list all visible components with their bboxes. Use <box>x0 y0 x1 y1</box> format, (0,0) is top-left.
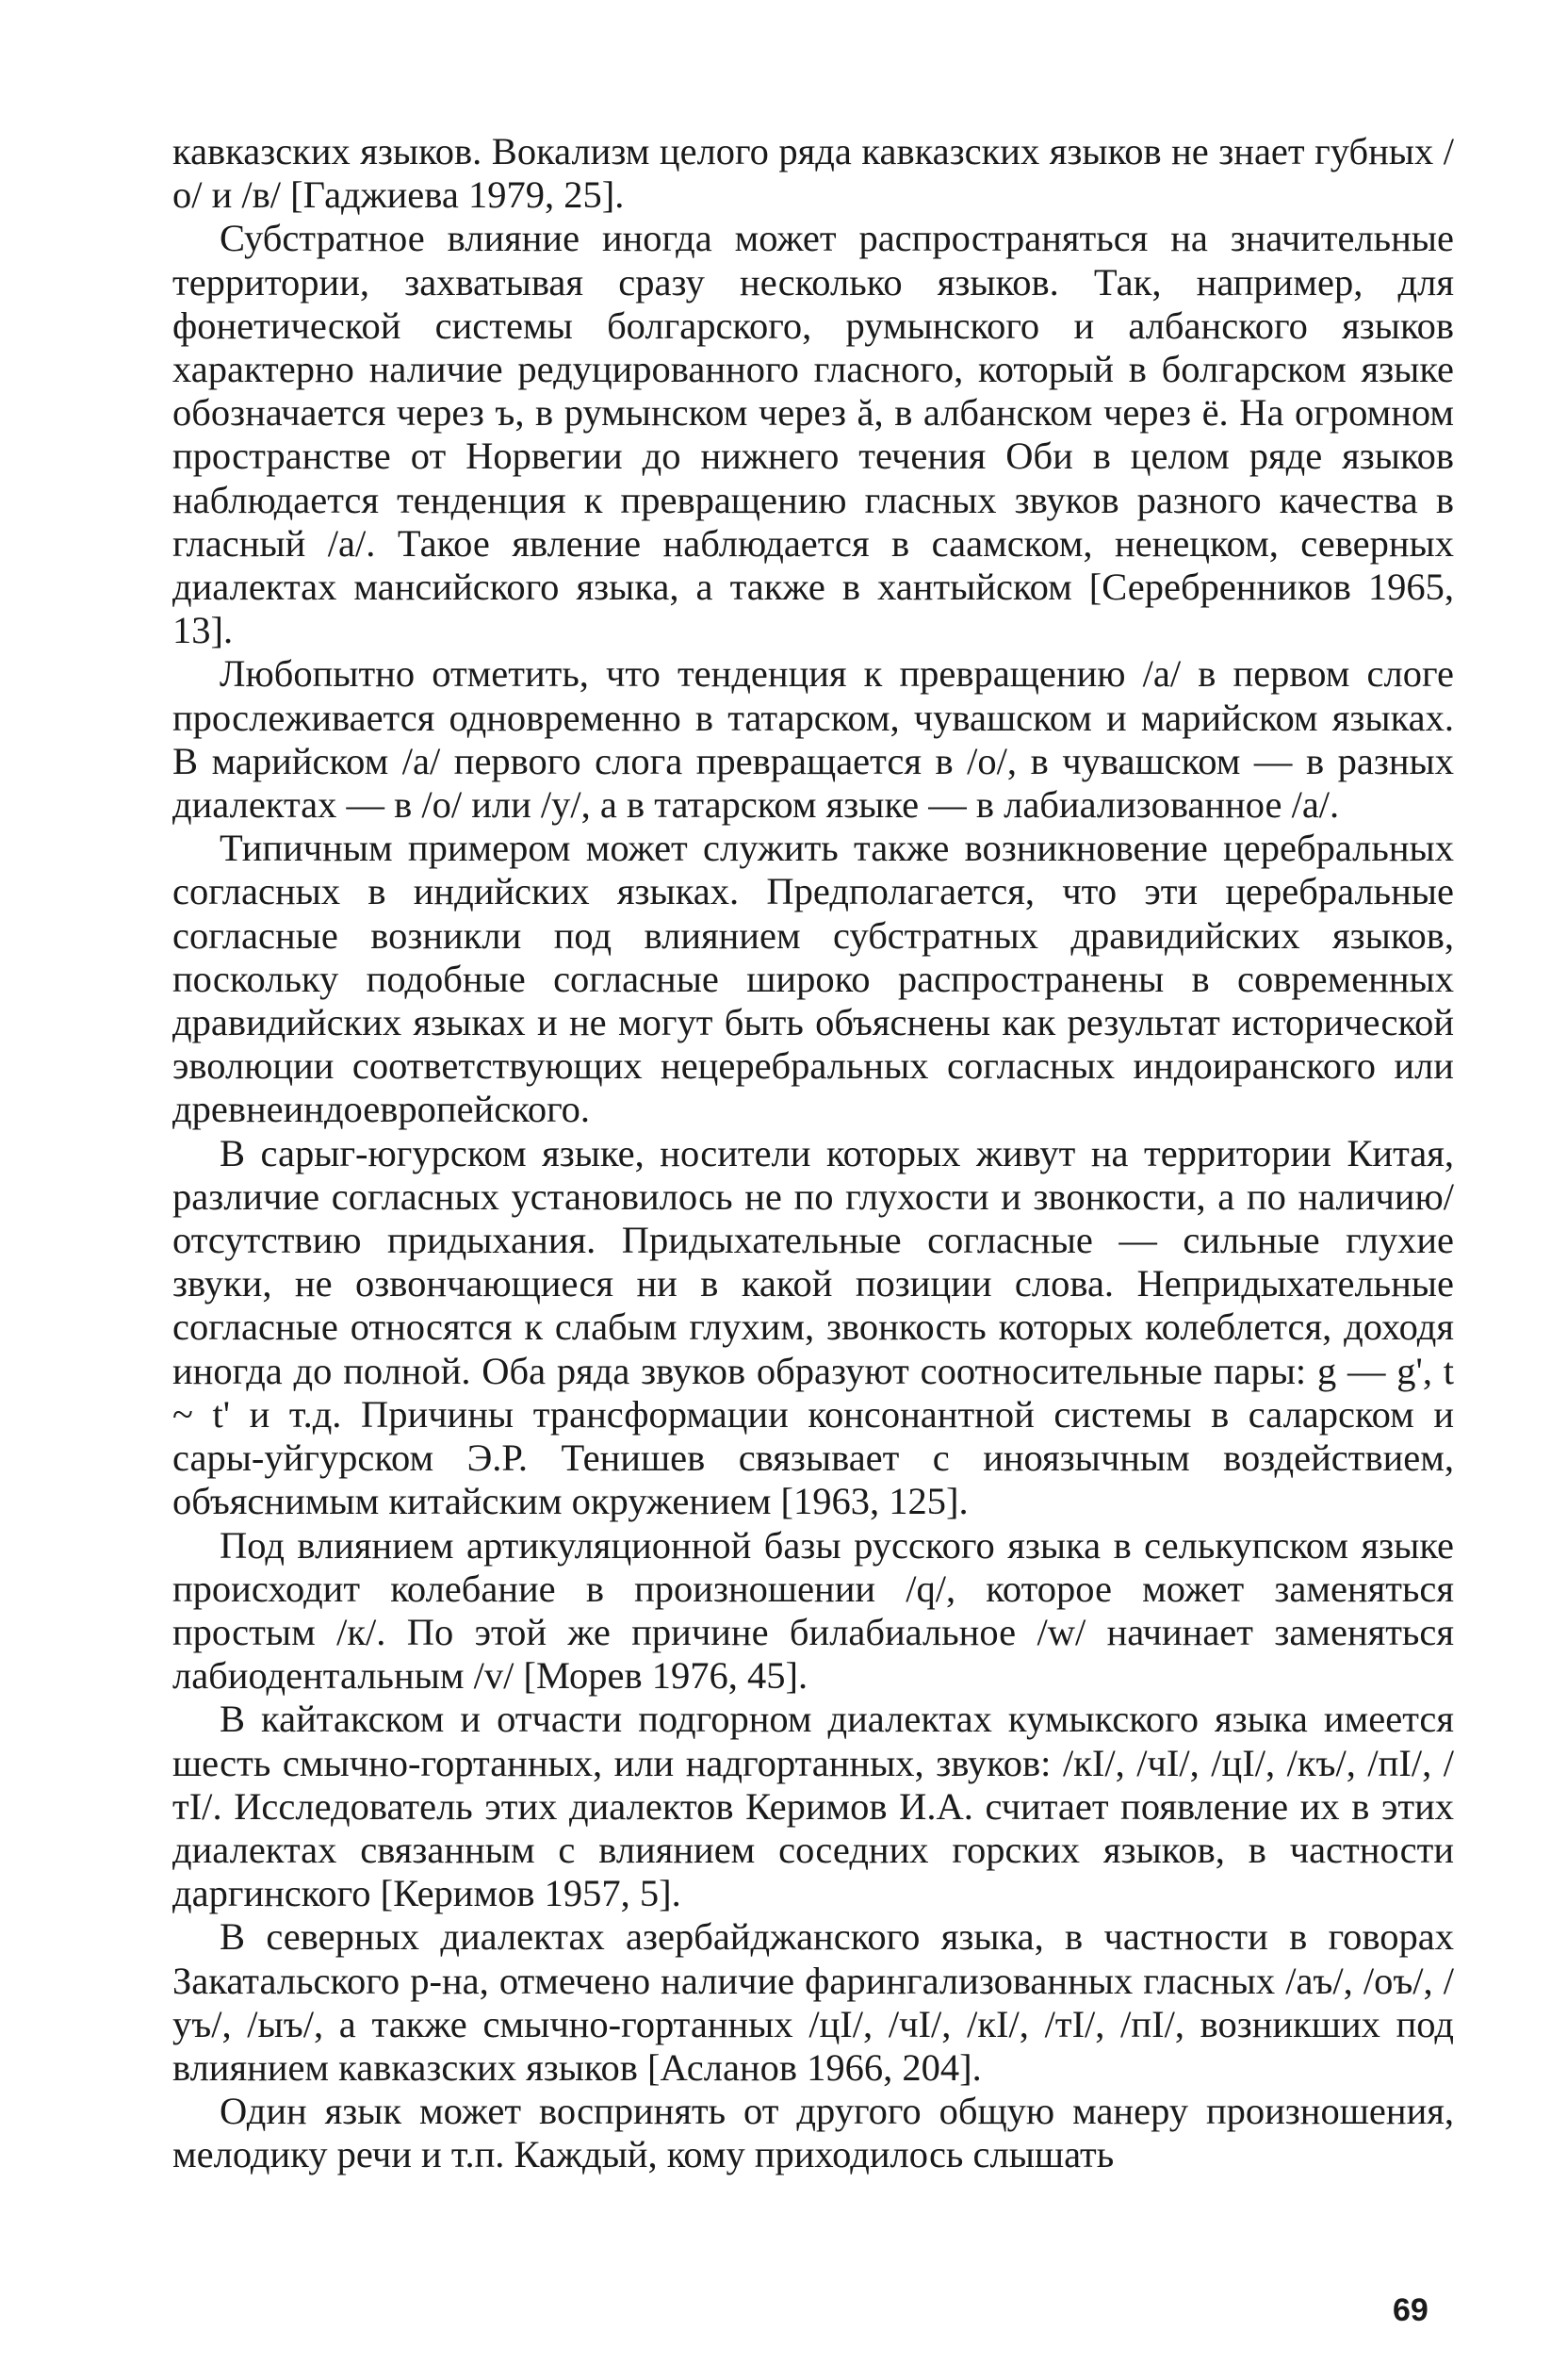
paragraph-1: кавказских языков. Вокализм целого ряда кавказских языков не знает губных /о/ и /в/ [Гаджиева 1979, 25]. <box>172 130 1454 217</box>
paragraph-7: В кайтакском и отчасти подгорном диалектах кумыкского языка имеется шесть смычно-гортанных, или надгортанных, звуков: /кI/, /чI/, /цI/, /къ/, /пI/, /тI/. Исследователь этих диалектов Керимов И.А. считает появление их в этих диалектах связанным с влиянием соседних горских языков, в частности даргинского [Керимов 1957, 5]. <box>172 1698 1454 1915</box>
page-body <box>172 130 1454 2177</box>
paragraph-4: Типичным примером может служить также возникновение церебральных согласных в индийских языках. Предполагается, что эти церебральные согласные возникли под влиянием субстратных дравидийских языков, поскольку подобные согласные широко распространены в современных дравидийских языках и не могут быть объяснены как результат исторической эволюции соответствующих нецеребральных согласных индоиранского или древнеиндоевропейского. <box>172 827 1454 1131</box>
paragraph-8: В северных диалектах азербайджанского языка, в частности в говорах Закатальского р-на, отмечено наличие фарингализованных гласных /аъ/, /оъ/, /уъ/, /ыъ/, а также смычно-гортанных /цI/, /чI/, /кI/, /тI/, /пI/, возникших под влиянием кавказских языков [Асланов 1966, 204]. <box>172 1915 1454 2089</box>
paragraph-3: Любопытно отметить, что тенденция к превращению /а/ в первом слоге прослеживается одновременно в татарском, чувашском и марийском языках. В марийском /а/ первого слога превращается в /о/, в чувашском — в разных диалектах — в /о/ или /у/, а в татарском языке — в лабиализованное /а/. <box>172 652 1454 827</box>
paragraph-9: Один язык может воспринять от другого общую манеру произношения, мелодику речи и т.п. Каждый, кому приходилось слышать <box>172 2090 1454 2176</box>
page-number: 69 <box>1393 2292 1429 2328</box>
paragraph-5: В сарыг-югурском языке, носители которых живут на территории Китая, различие согласных установилось не по глухости и звонкости, а по наличию/отсутствию придыхания. Придыхательные согласные — сильные глухие звуки, не озвончающиеся ни в какой позиции слова. Непридыхательные согласные относятся к слабым глухим, звонкость которых колеблется, доходя иногда до полной. Оба ряда звуков образуют соотносительные пары: g — g', t ~ t' и т.д. Причины трансформации консонантной системы в саларском и сары-уйгурском Э.Р. Тенишев связывает с иноязычным воздействием, объяснимым китайским окружением [1963, 125]. <box>172 1131 1454 1523</box>
paragraph-6: Под влиянием артикуляционной базы русского языка в селькупском языке происходит колебание в произношении /q/, которое может заменяться простым /к/. По этой же причине билабиальное /w/ начинает заменяться лабиодентальным /v/ [Морев 1976, 45]. <box>172 1523 1454 1698</box>
paragraph-2: Субстратное влияние иногда может распространяться на значительные территории, захватывая сразу несколько языков. Так, например, для фонетической системы болгарского, румынского и албанского языков характерно наличие редуцированного гласного, который в болгарском языке обозначается через ъ, в румынском через ă, в албанском через ë. На огромном пространстве от Норвегии до нижнего течения Оби в целом ряде языков наблюдается тенденция к превращению гласных звуков разного качества в гласный /а/. Такое явление наблюдается в саамском, ненецком, северных диалектах мансийского языка, а также в хантыйском [Серебренников 1965, 13]. <box>172 217 1454 652</box>
